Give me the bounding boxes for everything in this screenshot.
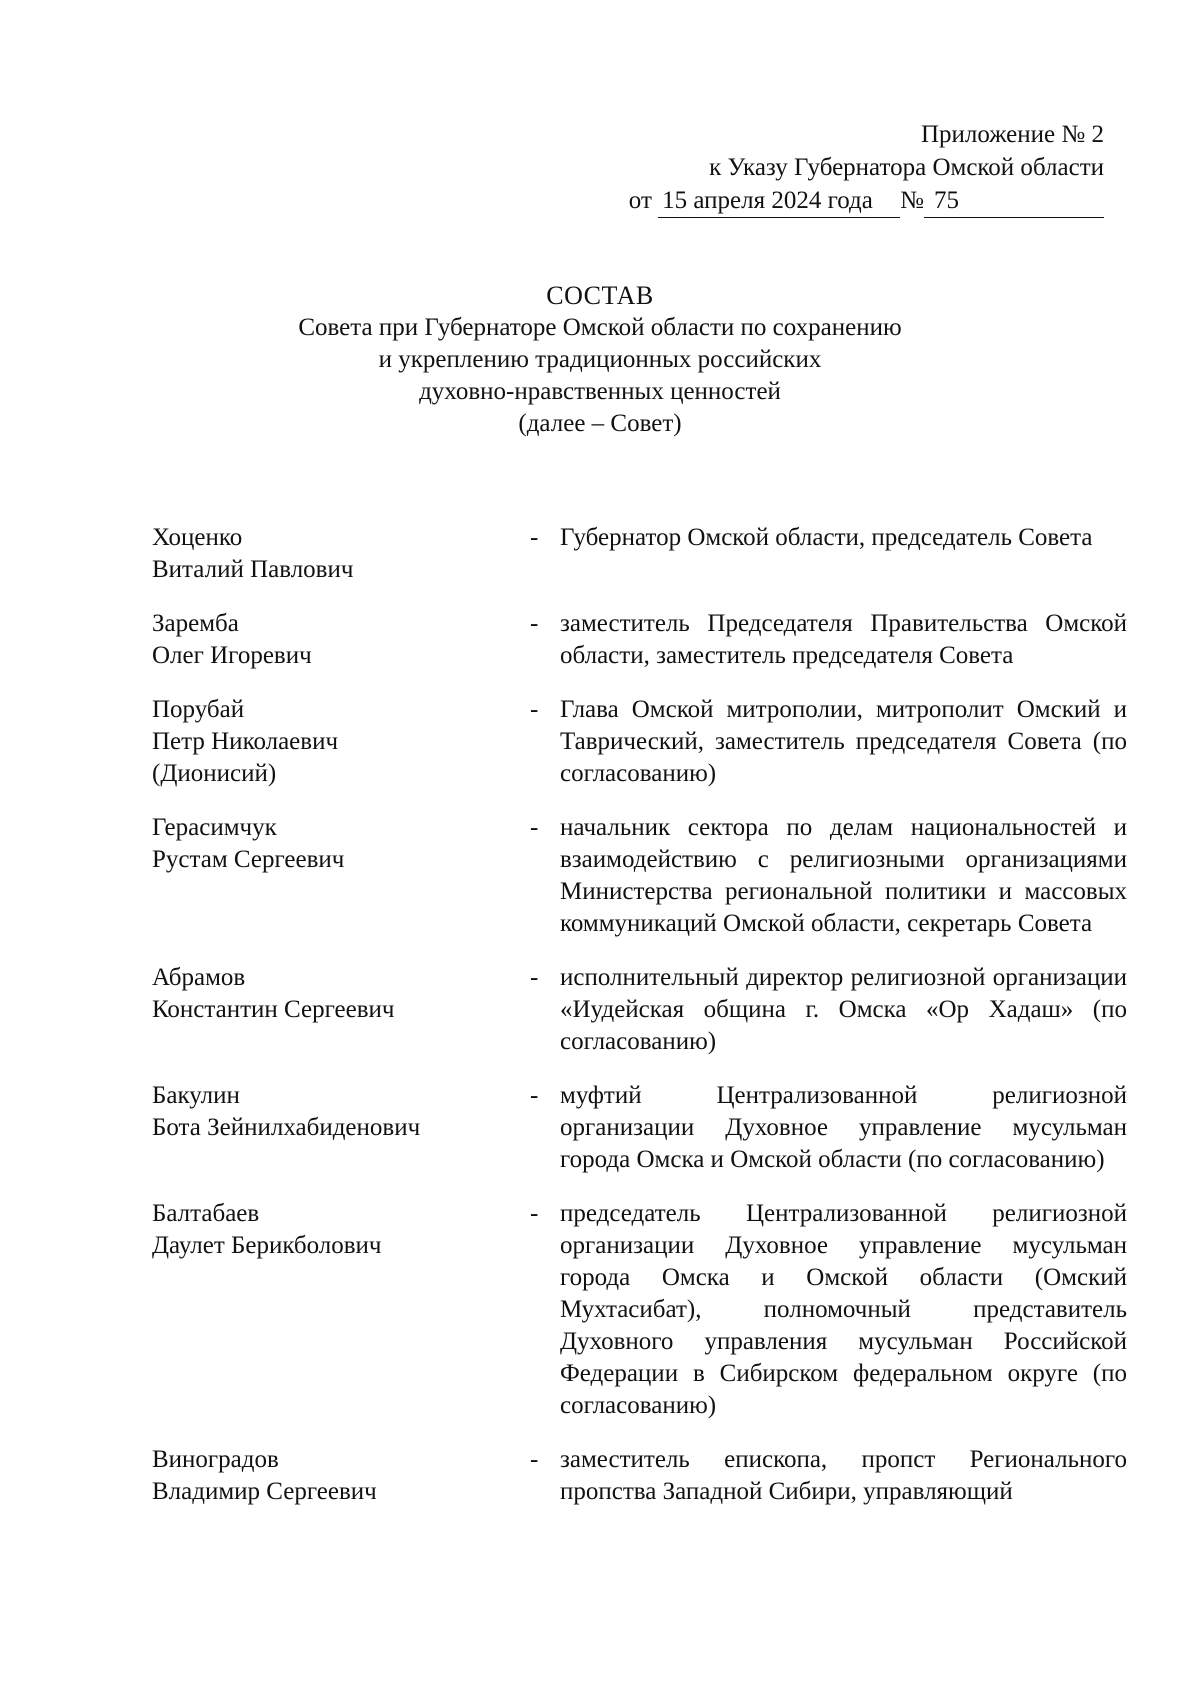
member-entry — [152, 694, 1127, 790]
member-role: председатель Централизованной религиозной организации Духовное управление мусульман города Омска и Омской области (Омский Мухтасибат), полномочный представитель Духовного управления мусульман Российской Федерации в Сибирском федеральном округе (по согласованию) — [560, 1200, 1127, 1419]
member-given-names: Владимир Сергеевич — [152, 1478, 377, 1505]
decree-date: 15 апреля 2024 года — [658, 184, 900, 218]
member-surname: Абрамов — [152, 964, 246, 991]
member-role: исполнительный директор религиозной организации «Иудейская община г. Омска «Ор Хадаш» (по согласованию) — [560, 964, 1127, 1055]
member-entry — [152, 962, 1127, 1058]
member-role: муфтий Централизованной религиозной организации Духовное управление мусульман города Омска и Омской области (по согласованию) — [560, 1082, 1127, 1173]
member-given-names: Даулет Берикболович — [152, 1232, 382, 1259]
heading-title: СОСТАВ — [546, 281, 654, 310]
member-name — [152, 962, 530, 1058]
document-heading — [0, 280, 1200, 440]
member-role: заместитель Председателя Правительства Омской области, заместитель председателя Совета — [560, 610, 1127, 669]
member-entry — [152, 1198, 1127, 1422]
member-given-names: Константин Сергеевич — [152, 996, 395, 1023]
member-entry — [152, 608, 1127, 672]
dash-separator: - — [530, 814, 539, 841]
appendix-date-line — [629, 184, 1104, 218]
member-name — [152, 1198, 530, 1422]
heading-line: и укреплению традиционных российских — [378, 346, 822, 373]
member-surname: Заремба — [152, 610, 239, 637]
member-surname: Порубай — [152, 696, 245, 723]
member-surname: Герасимчук — [152, 814, 277, 841]
member-role: Глава Омской митрополии, митрополит Омский и Таврический, заместитель председателя Совета (по согласованию) — [560, 696, 1127, 787]
member-name — [152, 608, 530, 672]
member-entry — [152, 1444, 1127, 1508]
member-monastic-name: (Дионисий) — [152, 760, 277, 787]
member-entry — [152, 812, 1127, 940]
member-name — [152, 694, 530, 790]
member-role: Губернатор Омской области, председатель Совета — [560, 524, 1093, 551]
member-given-names: Олег Игоревич — [152, 642, 312, 669]
member-name — [152, 1444, 530, 1508]
decree-number: 75 — [924, 184, 1104, 218]
member-given-names: Рустам Сергеевич — [152, 846, 345, 873]
member-entry — [152, 522, 1127, 586]
member-given-names: Петр Николаевич — [152, 728, 339, 755]
member-name — [152, 1080, 530, 1176]
dash-separator: - — [530, 524, 539, 551]
member-name — [152, 812, 530, 940]
member-entry — [152, 1080, 1127, 1176]
member-surname: Бакулин — [152, 1082, 240, 1109]
heading-line: духовно-нравственных ценностей — [419, 378, 781, 405]
member-surname: Хоценко — [152, 524, 243, 551]
heading-line: (далее – Совет) — [518, 410, 682, 437]
dash-separator: - — [530, 964, 539, 991]
dash-separator: - — [530, 1446, 539, 1473]
member-given-names: Виталий Павлович — [152, 556, 354, 583]
number-label: № — [900, 187, 924, 214]
member-given-names: Бота Зейнилхабиденович — [152, 1114, 421, 1141]
from-label: от — [628, 187, 652, 214]
member-role: заместитель епископа, пропст Регионального пропства Западной Сибири, управляющий — [560, 1446, 1127, 1505]
dash-separator: - — [530, 1200, 539, 1227]
dash-separator: - — [530, 610, 539, 637]
appendix-decree-reference: к Указу Губернатора Омской области — [709, 154, 1104, 181]
member-role: начальник сектора по делам национальностей и взаимодействию с религиозными организациями Министерства региональной политики и массовых коммуникаций Омской области, секретарь Совета — [560, 814, 1127, 937]
member-name — [152, 522, 530, 586]
member-surname: Балтабаев — [152, 1200, 260, 1227]
heading-line: Совета при Губернаторе Омской области по сохранению — [298, 314, 902, 341]
member-surname: Виноградов — [152, 1446, 279, 1473]
dash-separator: - — [530, 696, 539, 723]
appendix-number: Приложение № 2 — [920, 121, 1104, 148]
members-list — [152, 522, 1127, 1530]
dash-separator: - — [530, 1082, 539, 1109]
appendix-header — [629, 118, 1104, 218]
